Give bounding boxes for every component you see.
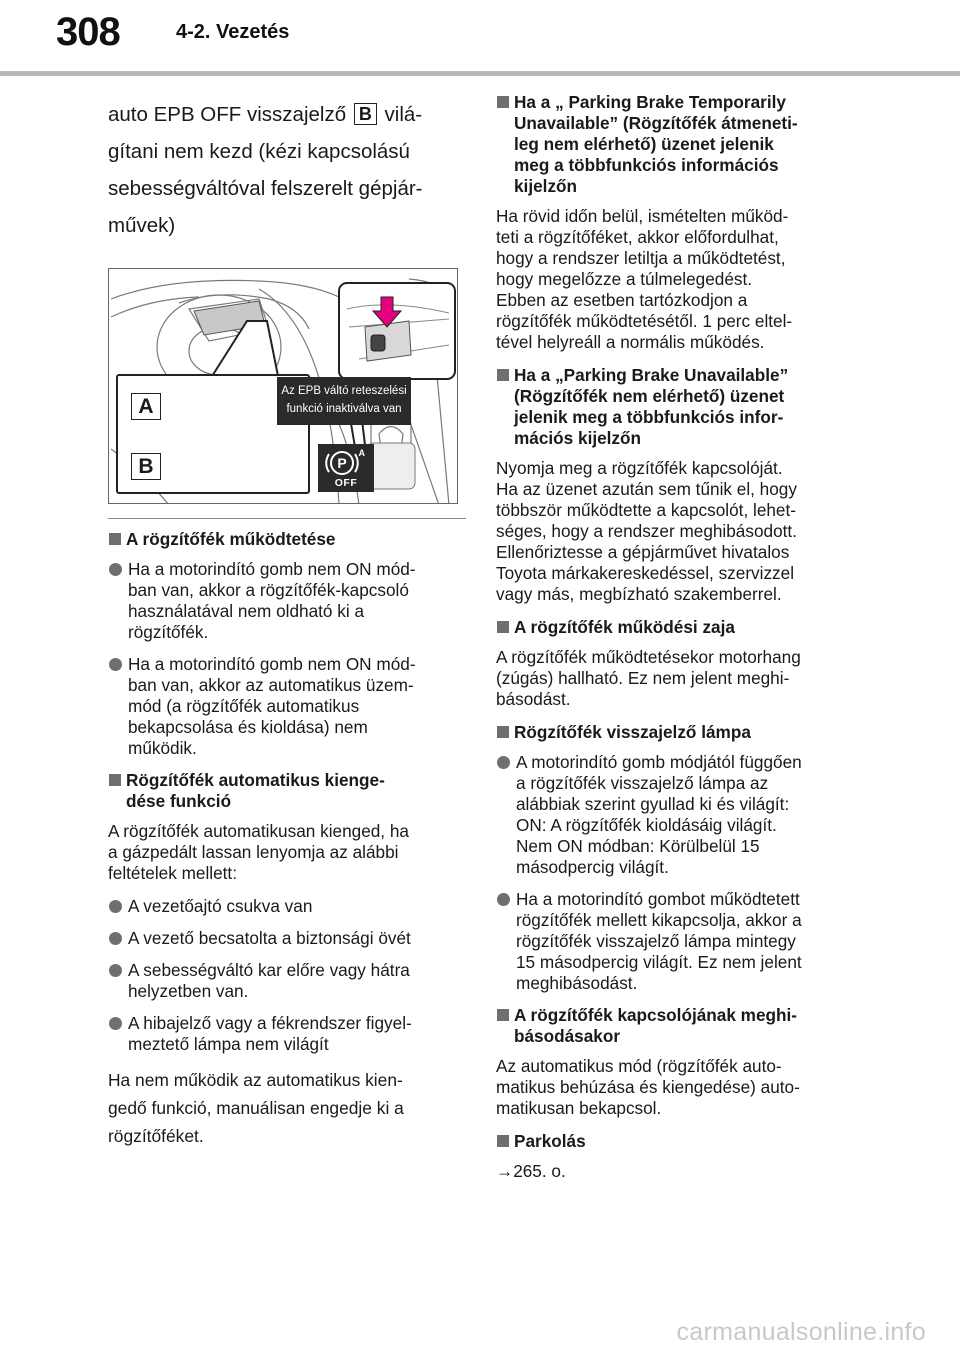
intro-line: auto EPB OFF visszajelző: [108, 103, 352, 126]
paragraph-line: Ebben az esetben tartózkodjon a: [496, 290, 748, 310]
svg-text:P: P: [337, 455, 347, 471]
message-line: Az EPB váltó reteszelési: [281, 385, 407, 397]
indicator-ref-b: B: [354, 103, 377, 125]
paragraph: [496, 458, 856, 605]
heading-line: kijelzőn: [514, 176, 578, 196]
heading-parking: Parkolás: [496, 1131, 856, 1152]
bullet-item: [496, 752, 856, 878]
bullet-line: Ha a motorindító gombot működtetett: [516, 889, 800, 909]
bullet-line: rögzítőfék.: [128, 622, 209, 642]
left-column: [108, 96, 466, 1150]
message-line: funkció inaktiválva van: [286, 403, 402, 415]
intro-line: vilá-: [378, 103, 423, 126]
bullet-item: [108, 559, 466, 643]
label-a: A: [131, 393, 161, 420]
bullet-line: a rögzítőfék visszajelző lámpa az: [516, 773, 769, 793]
intro-line: gítani nem kezd (kézi kapcsolású: [108, 140, 410, 163]
heading-line: dése funkció: [126, 791, 232, 811]
header-divider: [0, 71, 960, 76]
section-title: 4-2. Vezetés: [176, 21, 290, 43]
intro-line: sebességváltóval felszerelt gépjár-: [108, 177, 423, 200]
paragraph-line: rögzítőféket.: [108, 1126, 204, 1146]
paragraph-line: gedő funkció, manuálisan engedje ki a: [108, 1098, 404, 1118]
heading-switch-malfunction: [496, 1005, 856, 1047]
bullet-line: ban van, akkor az automatikus üzem-: [128, 675, 414, 695]
watermark: carmanualsonline.info: [676, 1318, 926, 1346]
paragraph-line: Az automatikus mód (rögzítőfék auto-: [496, 1056, 782, 1076]
bullet-item: [108, 1013, 466, 1055]
heading-operating-noise: A rögzítőfék működési zaja: [496, 617, 856, 638]
paragraph-line: a gázpedált lassan lenyomja az alábbi: [108, 842, 399, 862]
bullet-line: működik.: [128, 738, 197, 758]
paragraph-line: básodást.: [496, 689, 571, 709]
bullet-line: Ha a motorindító gomb nem ON mód-: [128, 559, 416, 579]
page-reference: →265. o.: [496, 1161, 566, 1181]
paragraph-line: matikusan bekapcsol.: [496, 1098, 662, 1118]
bullet-line: A hibajelző vagy a fékrendszer figyel-: [128, 1013, 412, 1033]
bullet-line: másodpercig világít.: [516, 857, 669, 877]
bullet-line: ban van, akkor a rögzítőfék-kapcsoló: [128, 580, 409, 600]
paragraph-line: Ellenőriztesse a gépjárművet hivatalos: [496, 542, 790, 562]
paragraph-line: rögzítőfék működtetésétől. 1 perc eltel-: [496, 311, 793, 331]
bullet-line: ON: A rögzítőfék kioldásáig világít.: [516, 815, 777, 835]
paragraph-line: vagy más, megbízható szakemberrel.: [496, 584, 782, 604]
paragraph-line: (zúgás) hallható. Ez nem jelent meghi-: [496, 668, 790, 688]
bullet-line: meztető lámpa nem világít: [128, 1034, 329, 1054]
bullet-line: 15 másodpercig világít. Ez nem jelent: [516, 952, 802, 972]
heading-auto-release: [108, 770, 466, 812]
paragraph-line: A rögzítőfék automatikusan kienged, ha: [108, 821, 409, 841]
heading-line: Rögzítőfék automatikus kienge-: [126, 770, 385, 790]
paragraph-line: matikus behúzása és kiengedése) auto-: [496, 1077, 800, 1097]
paragraph-line: séges, hogy a rendszer meghibásodott.: [496, 521, 797, 541]
bullet-item: A vezető becsatolta a biztonsági övét: [108, 928, 466, 949]
heading-line: mációs kijelzőn: [514, 428, 642, 448]
paragraph-line: Ha az üzenet azután sem tűnik el, hogy: [496, 479, 797, 499]
bullet-item: [108, 960, 466, 1002]
bullet-line: meghibásodást.: [516, 973, 638, 993]
epb-message-display: [277, 377, 411, 425]
heading-line: (Rögzítőfék nem elérhető) üzenet: [514, 386, 785, 406]
paragraph-line: teti a rögzítőféket, akkor előfordulhat,: [496, 227, 779, 247]
bullet-line: helyzetben van.: [128, 981, 249, 1001]
heading-line: leg nem elérhető) üzenet jelenik: [514, 134, 774, 154]
bullet-line: rögzítőfék visszajelző lámpa mintegy: [516, 931, 796, 951]
paragraph-line: Ha nem működik az automatikus kien-: [108, 1070, 403, 1090]
bullet-line: mód (a rögzítőfék automatikus: [128, 696, 360, 716]
heading-line: Ha a „ Parking Brake Temporarily: [514, 92, 786, 112]
heading-line: meg a többfunkciós információs: [514, 155, 779, 175]
heading-line: Ha a „Parking Brake Unavailable”: [514, 365, 789, 385]
bullet-line: A sebességváltó kar előre vagy hátra: [128, 960, 410, 980]
epb-letter: A: [358, 448, 365, 458]
bullet-line: A motorindító gomb módjától függően: [516, 752, 802, 772]
heading-indicator-light: Rögzítőfék visszajelző lámpa: [496, 722, 856, 743]
bullet-line: használatával nem oldható ki a: [128, 601, 365, 621]
page-number: 308: [56, 10, 120, 54]
paragraph-line: többször működtette a kapcsolót, lehet-: [496, 500, 796, 520]
heading-temporarily-unavailable: [496, 92, 856, 197]
heading-line: jelenik meg a többfunkciós infor-: [514, 407, 784, 427]
right-column: [496, 92, 856, 1194]
bullet-line: rögzítőfék mellett kikapcsolja, akkor a: [516, 910, 802, 930]
paragraph: [108, 821, 466, 884]
heading-parking-brake-operation: A rögzítőfék működtetése: [108, 529, 466, 550]
bullet-item: A vezetőajtó csukva van: [108, 896, 466, 917]
paragraph-line: feltételek mellett:: [108, 863, 237, 883]
paragraph-line: hogy megelőzze a túlmelegedést.: [496, 269, 753, 289]
paragraph: [496, 206, 856, 353]
paragraph: [108, 1066, 466, 1150]
paragraph-line: Toyota márkakereskedéssel, szervizzel: [496, 563, 795, 583]
paragraph-line: Nyomja meg a rögzítőfék kapcsolóját.: [496, 458, 783, 478]
paragraph-line: hogy a rendszer letiltja a működtetést,: [496, 248, 786, 268]
bullet-item: [108, 654, 466, 759]
paragraph: [496, 1056, 856, 1119]
section-divider: [108, 518, 466, 519]
bullet-line: Ha a motorindító gomb nem ON mód-: [128, 654, 416, 674]
page-header: [0, 0, 960, 82]
paragraph-line: tével helyreáll a normális működés.: [496, 332, 765, 352]
bullet-line: bekapcsolása és kioldása) nem: [128, 717, 368, 737]
paragraph-line: A rögzítőfék működtetésekor motorhang: [496, 647, 801, 667]
paragraph-line: Ha rövid időn belül, ismételten működ-: [496, 206, 789, 226]
intro-paragraph: [108, 96, 466, 244]
bullet-item: [496, 889, 856, 994]
heading-line: Unavailable” (Rögzítőfék átmeneti-: [514, 113, 798, 133]
epb-off-label: OFF: [334, 477, 358, 489]
bullet-line: alábbiak szerint gyullad ki és világít:: [516, 794, 790, 814]
heading-unavailable: [496, 365, 856, 449]
auto-epb-off-indicator: [318, 444, 374, 492]
dashboard-illustration: [108, 268, 458, 504]
heading-line: A rögzítőfék kapcsolójának meghi-: [514, 1005, 798, 1025]
paragraph: [496, 647, 856, 710]
intro-line: művek): [108, 214, 176, 237]
heading-line: básodásakor: [514, 1026, 621, 1046]
label-b: B: [131, 453, 161, 480]
bullet-line: Nem ON módban: Körülbelül 15: [516, 836, 760, 856]
